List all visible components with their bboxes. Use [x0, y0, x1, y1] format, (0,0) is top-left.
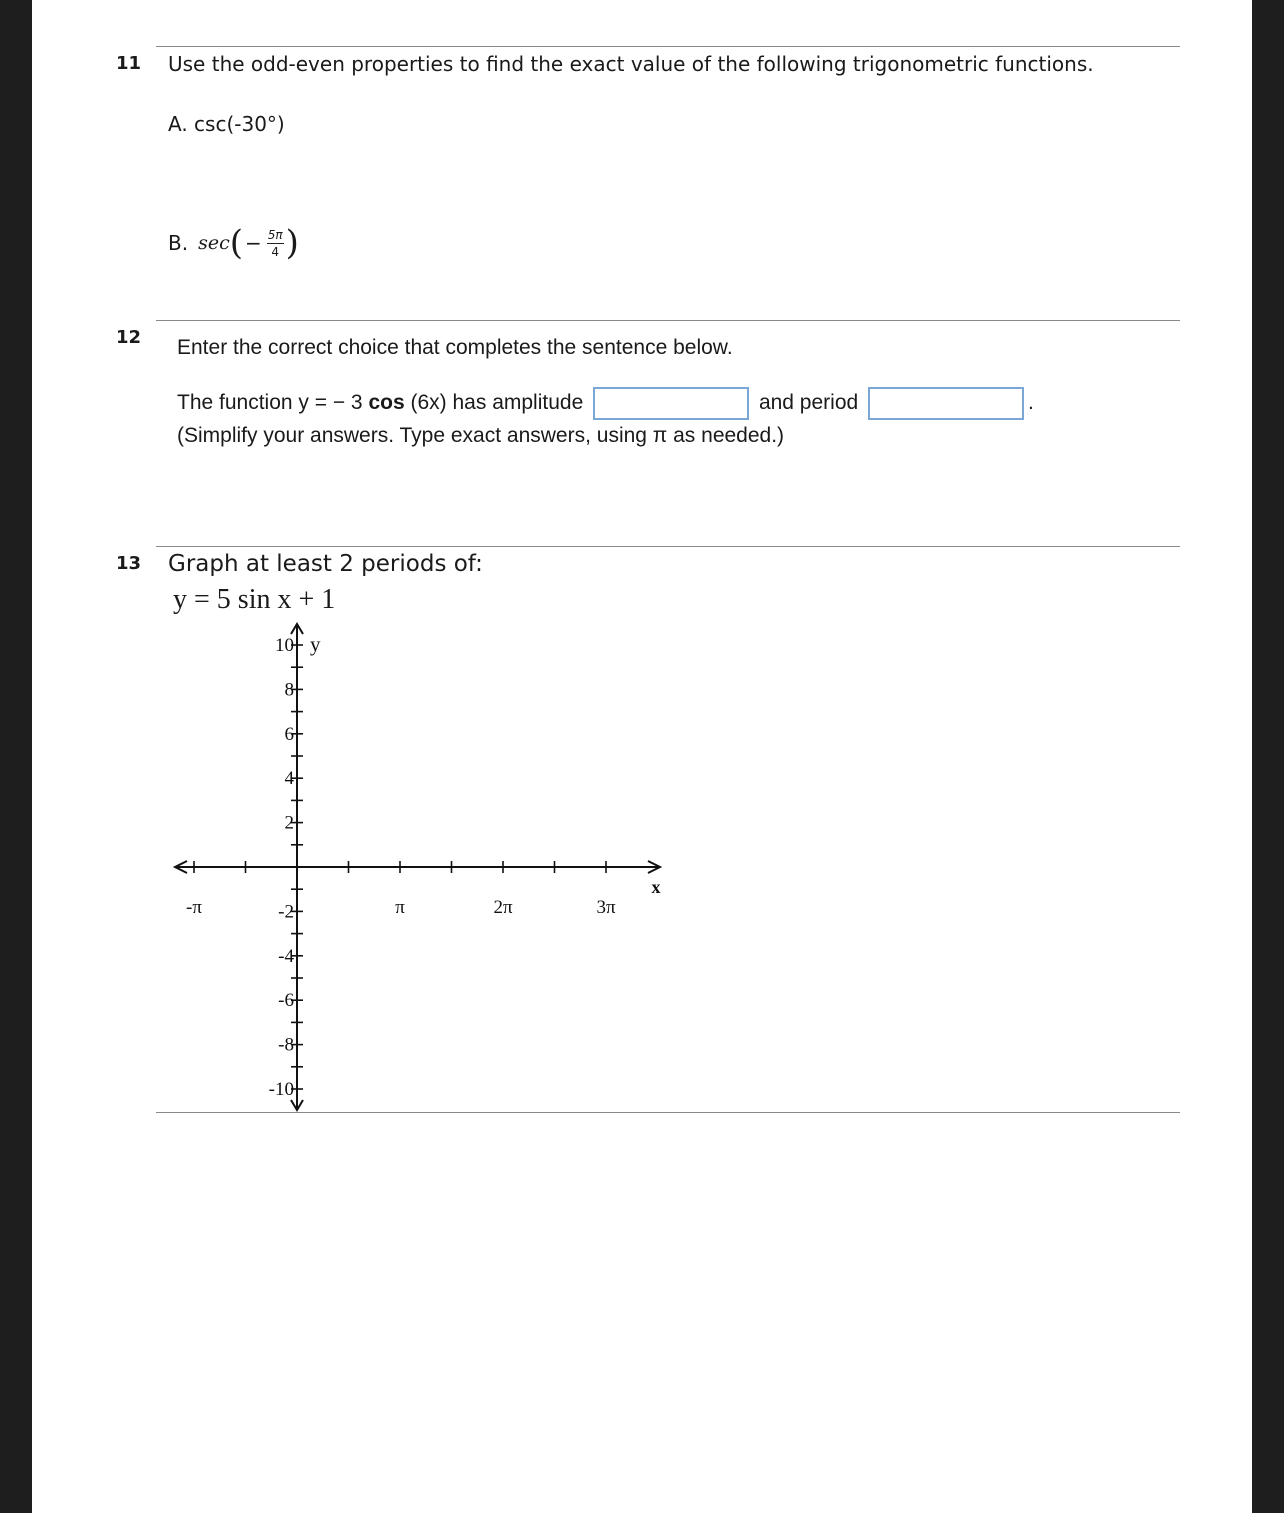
question-11-prompt: Use the odd-even properties to find the exact value of the following trigonometric functions. — [168, 52, 1094, 76]
question-11-part-a: A. csc(-30°) — [168, 112, 285, 136]
part-b-label: B. — [168, 231, 189, 255]
y-tick-label: 2 — [284, 812, 294, 834]
x-tick-label: 2π — [493, 897, 513, 918]
part-b-open-paren: ( — [229, 223, 243, 263]
question-13-equation: y = 5 sin x + 1 — [173, 584, 336, 615]
y-tick-label: 10 — [275, 635, 294, 656]
y-tick-label: -6 — [278, 990, 294, 1012]
part-b-minus: − — [244, 231, 262, 255]
part-b-close-paren: ) — [285, 223, 299, 263]
x-axis-label: x — [651, 877, 661, 897]
y-tick-label: 6 — [284, 723, 294, 745]
sentence-end: . — [1028, 391, 1034, 415]
y-tick-label: -10 — [268, 1079, 294, 1100]
worksheet-page — [32, 0, 1252, 1513]
sentence-start: The function y = − 3 — [177, 391, 363, 415]
question-13-number: 13 — [116, 553, 142, 574]
sentence-mid: and period — [758, 391, 859, 415]
question-12-hint: (Simplify your answers. Type exact answers, using π as needed.) — [177, 424, 785, 447]
x-tick-label: π — [395, 897, 405, 918]
y-tick-label: 8 — [284, 679, 294, 701]
coordinate-graph[interactable] — [32, 0, 1252, 1513]
question-12-prompt: Enter the correct choice that completes the sentence below. — [177, 336, 733, 359]
question-11-number: 11 — [116, 53, 142, 74]
sentence-arg: (6x) has amplitude — [410, 391, 584, 415]
y-tick-label: -2 — [278, 901, 294, 923]
y-tick-label: -8 — [278, 1034, 294, 1056]
y-axis-label: y — [310, 632, 321, 656]
part-b-function: sec — [198, 232, 230, 254]
y-tick-label: 4 — [284, 768, 294, 790]
question-13-prompt: Graph at least 2 periods of: — [168, 551, 483, 577]
divider-bottom — [156, 1112, 1180, 1113]
question-12-number: 12 — [116, 327, 142, 348]
fraction-numerator: 5π — [267, 227, 283, 242]
sentence-cos: cos — [368, 391, 405, 415]
x-tick-label: -π — [186, 897, 202, 918]
y-tick-label: -4 — [278, 945, 294, 967]
x-tick-label: 3π — [596, 897, 616, 918]
fraction-denominator: 4 — [271, 244, 279, 259]
